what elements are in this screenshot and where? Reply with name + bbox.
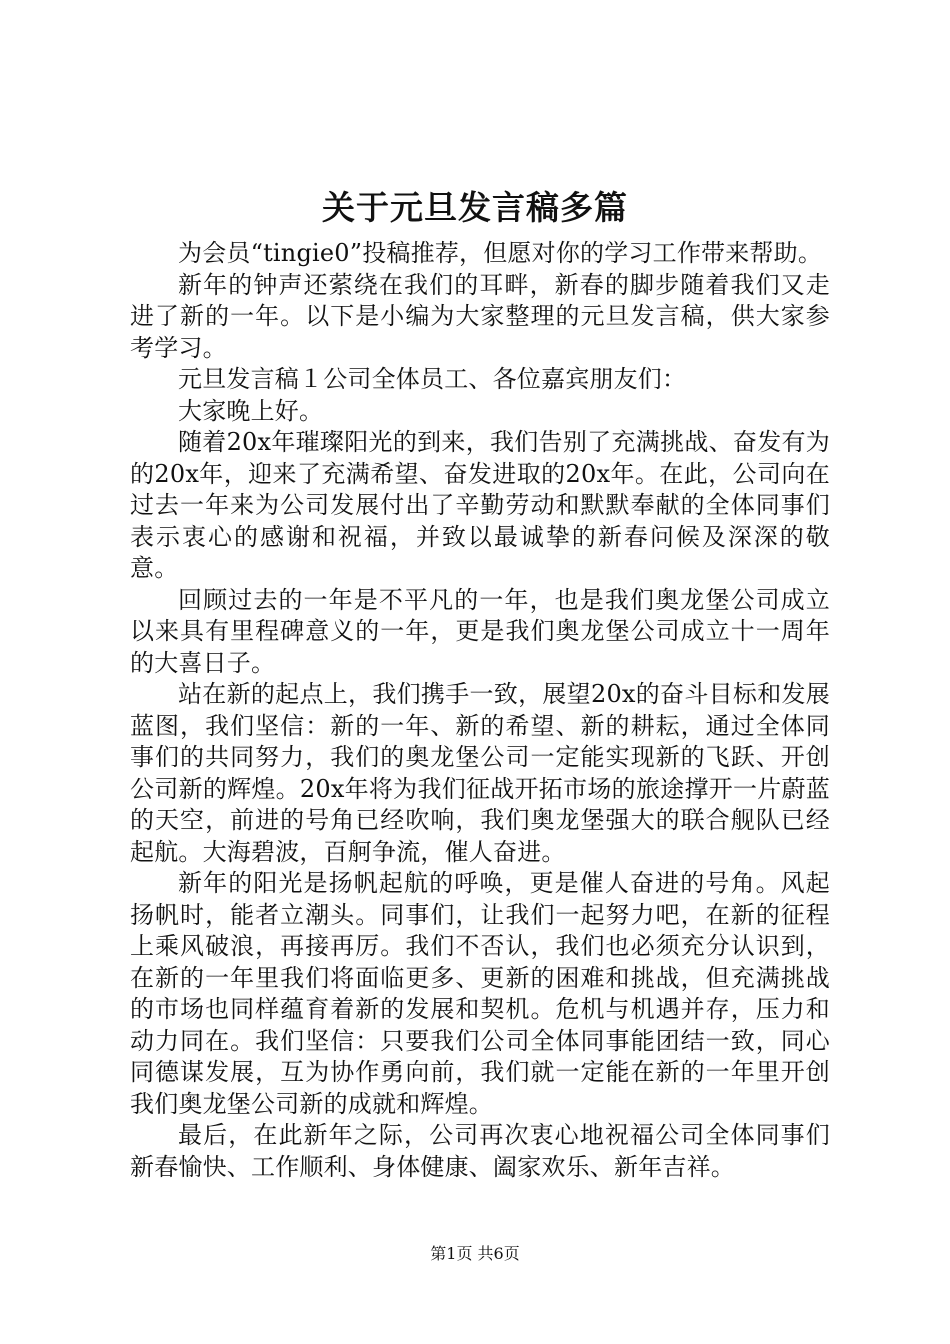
paragraph: 新年的阳光是扬帆起航的呼唤，更是催人奋进的号角。风起扬帆时，能者立潮头。同事们，让我们一起努力吧，在新的征程上乘风破浪，再接再厉。我们不否认，我们也必须充分认识到，在新的一年里我们将面临更多、更新的困难和挑战，但充满挑战的市场也同样蕴育着新的发展和契机。危机与机遇并存，压力和动力同在。我们坚信：只要我们公司全体同事能团结一致，同心同德谋发展，互为协作勇向前，我们就一定能在新的一年里开创我们奥龙堡公司新的成就和辉煌。 xyxy=(130,869,830,1118)
paragraph: 元旦发言稿１公司全体员工、各位嘉宾朋友们： xyxy=(178,365,687,393)
document-title: 关于元旦发言稿多篇 xyxy=(322,188,628,227)
page-number-footer: 第1页 共6页 xyxy=(430,1244,520,1263)
paragraph: 站在新的起点上，我们携手一致，展望20x的奋斗目标和发展蓝图，我们坚信：新的一年、新的希望、新的耕耘，通过全体同事们的共同努力，我们的奥龙堡公司一定能实现新的飞跃、开创公司新的辉煌。20x年将为我们征战开拓市场的旅途撑开一片蔚蓝的天空，前进的号角已经吹响，我们奥龙堡强大的联合舰队已经起航。大海碧波，百舸争流，催人奋进。 xyxy=(130,680,830,866)
document-body xyxy=(130,238,830,1183)
paragraph: 为会员“tingie0”投稿推荐，但愿对你的学习工作带来帮助。 xyxy=(178,239,823,267)
paragraph: 回顾过去的一年是不平凡的一年，也是我们奥龙堡公司成立以来具有里程碑意义的一年，更是我们奥龙堡公司成立十一周年的大喜日子。 xyxy=(130,585,830,677)
paragraph: 新年的钟声还萦绕在我们的耳畔，新春的脚步随着我们又走进了新的一年。以下是小编为大家整理的元旦发言稿，供大家参考学习。 xyxy=(130,270,830,362)
paragraph: 随着20x年璀璨阳光的到来，我们告别了充满挑战、奋发有为的20x年，迎来了充满希望、奋发进取的20x年。在此，公司向在过去一年来为公司发展付出了辛勤劳动和默默奉献的全体同事们表示衷心的感谢和祝福，并致以最诚挚的新春问候及深深的敬意。 xyxy=(130,428,830,582)
paragraph: 大家晚上好。 xyxy=(178,396,324,425)
paragraph: 最后，在此新年之际，公司再次衷心地祝福公司全体同事们新春愉快、工作顺利、身体健康、阖家欢乐、新年吉祥。 xyxy=(130,1121,830,1181)
